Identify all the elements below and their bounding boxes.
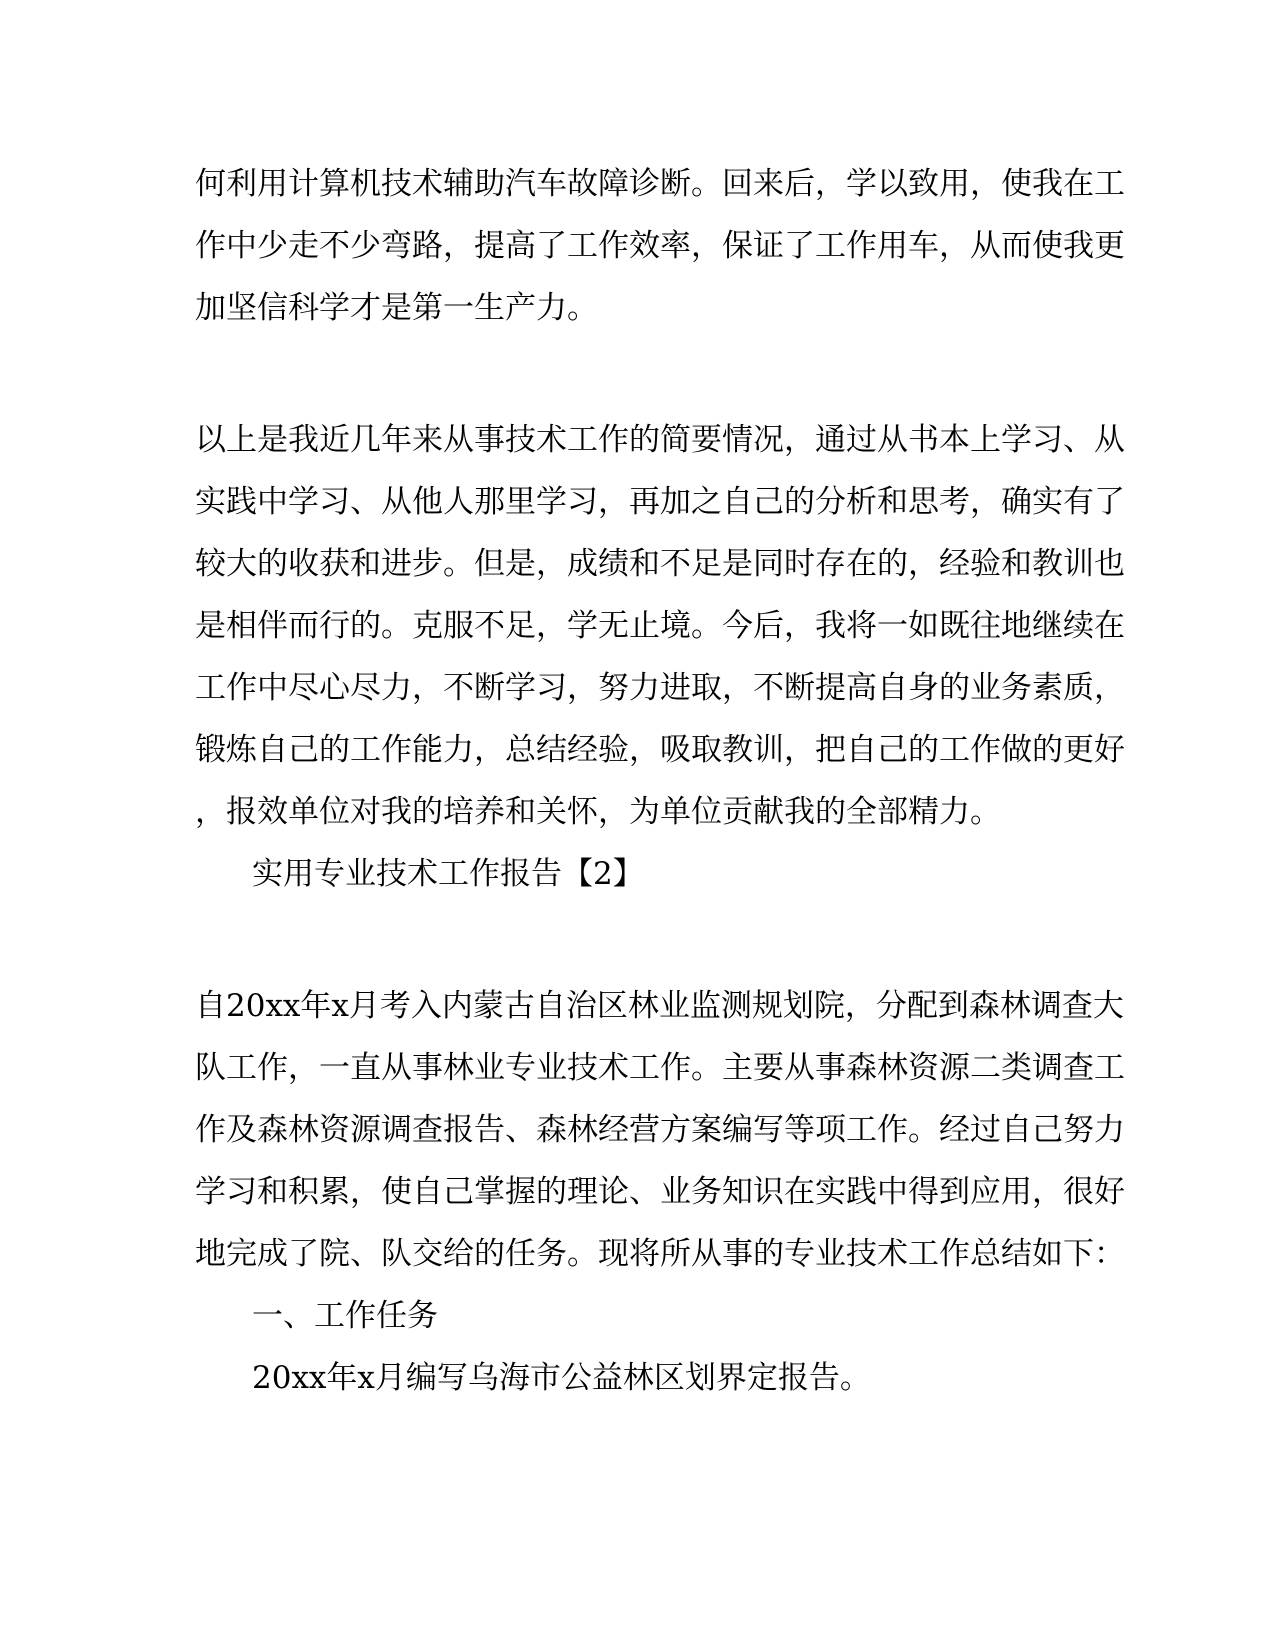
section-heading: 实用专业技术工作报告【2】 [252, 856, 644, 892]
text-line: 学习和积累，使自己掌握的理论、业务知识在实践中得到应用，很好 [195, 1174, 1125, 1210]
text-line: 实践中学习、从他人那里学习，再加之自己的分析和思考，确实有了 [195, 484, 1125, 520]
subsection-heading: 一、工作任务 [252, 1298, 438, 1334]
text-line: 是相伴而行的。克服不足，学无止境。今后，我将一如既往地继续在 [195, 608, 1125, 644]
text-line: 工作中尽心尽力，不断学习，努力进取，不断提高自身的业务素质， [195, 670, 1125, 706]
text-line: ，报效单位对我的培养和关怀，为单位贡献我的全部精力。 [195, 794, 1001, 830]
text-line: 以上是我近几年来从事技术工作的简要情况，通过从书本上学习、从 [195, 422, 1125, 458]
text-line: 较大的收获和进步。但是，成绩和不足是同时存在的，经验和教训也 [195, 546, 1125, 582]
text-line: 地完成了院、队交给的任务。现将所从事的专业技术工作总结如下： [195, 1236, 1125, 1272]
text-line: 自20xx年x月考入内蒙古自治区林业监测规划院，分配到森林调查大 [195, 988, 1124, 1024]
text-line: 作中少走不少弯路，提高了工作效率，保证了工作用车，从而使我更 [195, 228, 1125, 264]
text-line: 加坚信科学才是第一生产力。 [195, 290, 598, 326]
text-line: 20xx年x月编写乌海市公益林区划界定报告。 [252, 1360, 871, 1396]
text-line: 队工作，一直从事林业专业技术工作。主要从事森林资源二类调查工 [195, 1050, 1125, 1086]
text-line: 作及森林资源调查报告、森林经营方案编写等项工作。经过自己努力 [195, 1112, 1125, 1148]
text-line: 何利用计算机技术辅助汽车故障诊断。回来后，学以致用，使我在工 [195, 166, 1125, 202]
text-line: 锻炼自己的工作能力，总结经验，吸取教训，把自己的工作做的更好 [195, 732, 1125, 768]
